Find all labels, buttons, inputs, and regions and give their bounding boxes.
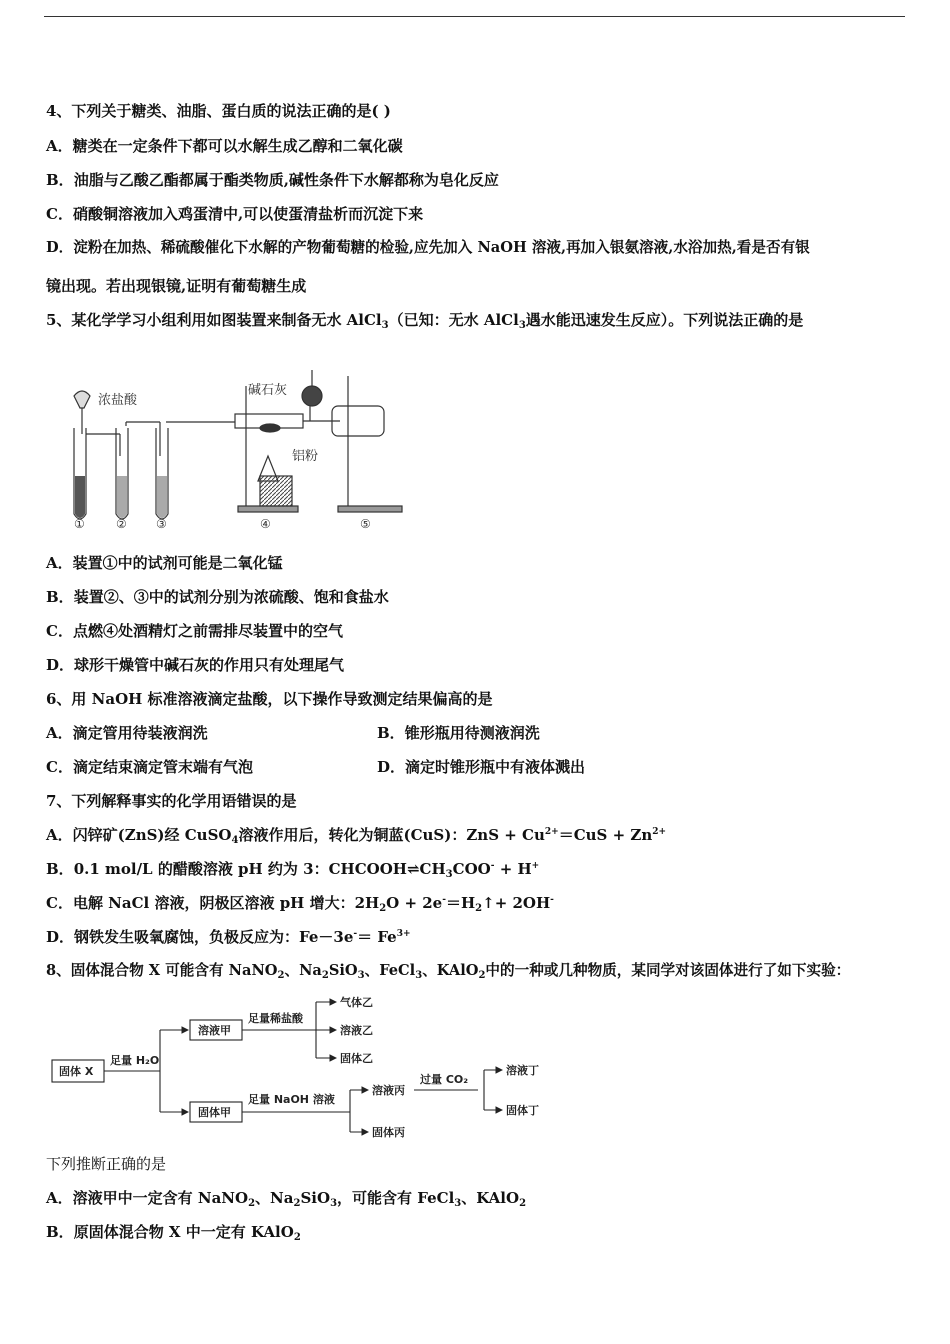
q5-stem: 5、某化学学习小组利用如图装置来制备无水 AlCl$_3$（已知：无水 AlCl$_3$遇水能迅速发生反应）。下列说法正确的是	[46, 311, 804, 331]
q4-option-c: C．硝酸铜溶液加入鸡蛋清中,可以使蛋清盐析而沉淀下来	[46, 205, 424, 223]
label-soda-lime: 碱石灰	[248, 383, 288, 398]
q8-option-b: B．原固体混合物 X 中一定有 KAlO$_2$	[46, 1223, 301, 1243]
q5-option-a: A．装置①中的试剂可能是二氧化锰	[46, 554, 283, 572]
q7-option-d: D．钢铁发生吸氧腐蚀，负极反应为：$Fe-3e^-= Fe^{3+}$	[46, 928, 411, 946]
q8-option-a: A．溶液甲中一定含有 NaNO$_2$、$Na_2SiO_3$，可能含有 FeCl$_3$、KAlO$_2$	[46, 1189, 527, 1209]
q6-option-b: B．锥形瓶用待测液润洗	[377, 724, 540, 742]
q5-option-c: C．点燃④处酒精灯之前需排尽装置中的空气	[46, 622, 343, 640]
q7-option-b: B．0.1 mol/L 的醋酸溶液 pH 约为 3：$CHCOOH\rightleftharpoons CH_3COO^- + H^+$	[46, 860, 540, 880]
q7-option-c: C．电解 NaCl 溶液，阴极区溶液 pH 增大：$2H_2O$ + $2e^-=H_2↑+ 2OH^-$	[46, 894, 554, 914]
label-conc-hcl: 浓盐酸	[98, 393, 138, 408]
q8-after: 下列推断正确的是	[46, 1155, 167, 1173]
label-3: ③	[156, 517, 167, 531]
apparatus-figure	[60, 356, 420, 536]
node-solution-yi: 溶液乙	[340, 1024, 373, 1037]
node-solid-ding: 固体丁	[506, 1104, 539, 1117]
node-solution-ding: 溶液丁	[506, 1064, 539, 1077]
q6-option-c: C．滴定结束滴定管末端有气泡	[46, 758, 253, 776]
node-solid-bing: 固体丙	[372, 1126, 405, 1139]
edge-hcl: 足量稀盐酸	[248, 1012, 303, 1025]
top-rule	[44, 16, 905, 17]
label-5: ⑤	[360, 517, 371, 531]
node-solution-bing: 溶液丙	[372, 1084, 405, 1097]
q4-option-d-cont: 镜出现。若出现银镜,证明有葡萄糖生成	[46, 277, 307, 295]
edge-co2: 过量 CO₂	[420, 1073, 469, 1086]
node-solid-jia: 固体甲	[198, 1106, 231, 1119]
node-gas-yi: 气体乙	[340, 996, 373, 1009]
q4-option-b: B．油脂与乙酸乙酯都属于酯类物质,碱性条件下水解都称为皂化反应	[46, 171, 499, 189]
q6-option-d: D．滴定时锥形瓶中有液体溅出	[377, 758, 586, 776]
q8-stem: 8、固体混合物 X 可能含有 NaNO$_2$、$Na_2SiO_3$、FeCl$_3$、KAlO$_2$中的一种或几种物质，某同学对该固体进行了如下实验：	[46, 962, 851, 981]
q4-option-a: A．糖类在一定条件下都可以水解生成乙醇和二氧化碳	[46, 137, 403, 155]
q7-option-a: A．闪锌矿(ZnS)经 CuSO$_4$溶液作用后，转化为铜蓝(CuS)：ZnS + $Cu^{2+}=CuS + Zn^{2+}$	[46, 826, 667, 846]
label-2: ②	[116, 517, 127, 531]
label-4: ④	[260, 517, 271, 531]
q7-stem: 7、下列解释事实的化学用语错误的是	[46, 792, 297, 810]
q6-stem: 6、用 NaOH 标准溶液滴定盐酸，以下操作导致测定结果偏高的是	[46, 690, 493, 708]
label-1: ①	[74, 517, 85, 531]
edge-water: 足量 H₂O	[110, 1054, 160, 1067]
q5-option-b: B．装置②、③中的试剂分别为浓硫酸、饱和食盐水	[46, 588, 389, 606]
flowchart-figure	[48, 990, 548, 1142]
q6-option-a: A．滴定管用待装液润洗	[46, 724, 208, 742]
label-al-powder: 铝粉	[292, 449, 319, 464]
node-solid-yi: 固体乙	[340, 1052, 373, 1065]
q5-option-d: D．球形干燥管中碱石灰的作用只有处理尾气	[46, 656, 345, 674]
q4-option-d: D．淀粉在加热、稀硫酸催化下水解的产物葡萄糖的检验,应先加入 NaOH 溶液,再加入银氨溶液,水浴加热,看是否有银	[46, 239, 810, 256]
node-solution-jia: 溶液甲	[198, 1024, 231, 1037]
q4-stem: 4、下列关于糖类、油脂、蛋白质的说法正确的是( )	[46, 102, 391, 120]
node-solid-x: 固体 X	[59, 1065, 94, 1078]
edge-naoh: 足量 NaOH 溶液	[248, 1093, 335, 1106]
